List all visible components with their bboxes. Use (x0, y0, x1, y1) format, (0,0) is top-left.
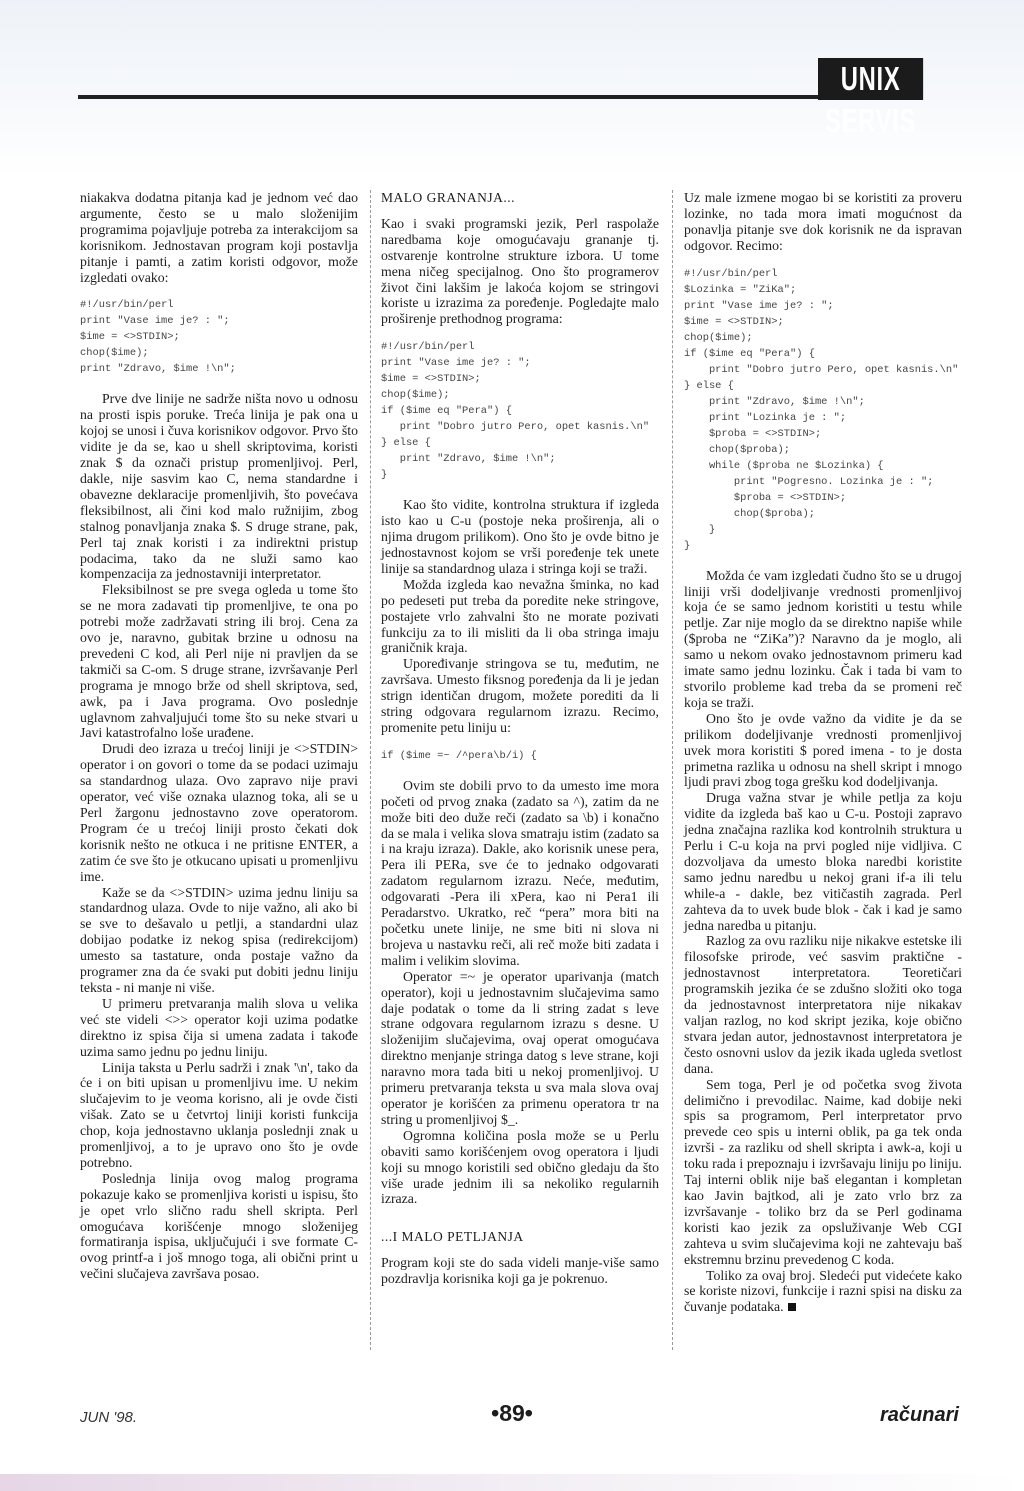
paragraph: Ogromna količina posla može se u Perlu obaviti samo korišćenjem ovog operatora i ljudi koji su mnogo koristili sed obično gledaju da što više urade jednim ili sa nekoliko regularnih izraza. (381, 1127, 659, 1207)
paragraph: Kao što vidite, kontrolna struktura if izgleda isto kao u C-u (postoje neka proširenja, ali o njima drugom prilikom). Ono što je ovde bitno je jednostavnost kojom se vrši poređenje tek unete linije sa standardnog ulaza i stringa koji se traži. (381, 497, 659, 576)
paragraph-last (684, 1268, 962, 1316)
section-heading: MALO GRANANJA... (381, 190, 516, 205)
code-listing: #!/usr/bin/perl print "Vase ime je? : "; $ime = <>STDIN>; chop($ime); print "Zdravo, $ime !\n"; (80, 299, 236, 376)
paragraph: Program koji ste do sada videli manje-više samo pozdravlja korisnika koji ga je pokrenuo. (381, 1255, 659, 1287)
paragraph: Ovim ste dobili prvo to da umesto ime mora početi od prvog znaka (zadato sa ^), zatim da ne može biti deo duže reči (zadato sa \b) i konačno da se mala i velika slova smatraju istim (zadato sa i na kraju izraza). Dakle, ako korisnik unese pera, Pera ili PERa, sve će to jednako odgovarati zadatom regularnom izrazu. Neće, međutim, odgovarati -Pera ili xPera, kao ni Pera1 ili Peradarstvo. Ukratko, reč “pera” mora biti na početku unete linije, ne sme biti ni slova ni brojeva u nastavku reči, ali reč može biti zadata i malim i velikim slovima. (381, 777, 659, 968)
text-column-1 (80, 190, 358, 1282)
issue-date: JUN '98. (80, 1409, 138, 1426)
paragraph: Operator =~ je operator uparivanja (match operator), koji u jednostavnim slučajevima samo daje podatak o tome da li string zadat s leve strane odgovara regularnom izrazu s desne. U složenijim slučajevima, ovaj operat omogućava direktno menjanje stringa datog s leve strane, koji naravno mora tada biti u nekoj promenljivoj. U primeru pretvaranja teksta u sva mala slova ovaj operator je korišćen za primenu operatora tr na string u promenljivoj $_. (381, 968, 659, 1127)
paragraph: Upoređivanje stringova se tu, međutim, ne završava. Umesto fiksnog poređenja da li je jedan strign identičan drugom, možete porediti da li string odgovara regularnom izrazu. Recimo, promenite petu liniju u: (381, 656, 659, 735)
paragraph: Možda izgleda kao nevažna šminka, no kad po pedeseti put treba da poredite neke stringove, postajete vrlo zahvalni što ne morate pozivati funkciju za to ili misliti da li oba stringa imaju graničnik kraja. (381, 576, 659, 656)
paragraph: Poslednja linija ovog malog programa pokazuje kako se promenljiva koristi u ispisu, što je opet vrlo slično radu shell skripta. Perl omogućava korišćenje mnogo složenijeg formatiranja ispisa, uključujući i sve formate C-ovog printf-a i još mnogo toga, ali obični print u večini slučajeva završava posao. (80, 1170, 358, 1282)
paragraph: Linija taksta u Perlu sadrži i znak '\n', tako da će i on biti upisan u promenljivu ime. U nekim slučajevim to je veoma korisno, ali je ovde čisti višak. Zato se u četvrtoj liniji koristi funkcija chop, koja jednostavno uklanja poslednji znak u promenljivoj, a to je upravo ono što je ovde potrebno. (80, 1059, 358, 1170)
paragraph: Prve dve linije ne sadrže ništa novo u odnosu na prosti ispis poruke. Treća linija je pak ona u kojoj se unosi i čuva korisnikov odgovor. Prvo što vidite je da se, kao u shell skriptovima, koristi znak $ da označi pristup promenljivoj. Perl, dakle, nije sasvim kao C, nema standardne i obavezne deklaracije promenljivih, što povećava fleksibilnost, ali čini kod malo ružnijim, zbog stalnog ponavljanja znaka $. S druge strane, pak, Perl taj znak koristi i za indirektni pristup podacima, tako da ne služi samo kao kompenzacija za jednostavniji interpretator. (80, 391, 358, 582)
page-number: •89• (491, 1400, 533, 1426)
column-divider (370, 190, 371, 1350)
header-rule (78, 95, 818, 99)
paragraph: Sem toga, Perl je od početka svog života delimično i prevodilac. Naime, kad dobije neki spis sa programom, Perl interpretator prvo prevede ceo spis u interni oblik, pa ga tek onda izvrši - za razliku od shell skripta i awk-a, koji u toku rada i prepoznaju i izvršavaju liniju po liniju. Taj interni oblik nije baš elegantan i kompletan kao Javin bajtkod, ali je zato vrlo brz za izvršavanje - toliko brz da se Perl godinama koristi kao jezik za opsluživanje Web CGI zahteva u svim slučajevima koji ne zahtevaju baš ekstremnu brzinu prevedenog C koda. (684, 1076, 962, 1267)
code-listing: #!/usr/bin/perl print "Vase ime je? : "; $ime = <>STDIN>; chop($ime); if ($ime eq "Pera") { print "Dobro jutro Pero, opet kasnis.\n" } else { print "Zdravo, $ime !\n"; } (381, 341, 650, 482)
code-listing: #!/usr/bin/perl $Lozinka = "ZiKa"; print "Vase ime je? : "; $ime = <>STDIN>; chop($ime); if ($ime eq "Pera") { print "Dobro jutro Pero, opet kasnis.\n" } else { print "Zdravo, $ime !\n"; print "Lozinka je : "; $proba = <>STDIN>; chop($proba); while ($proba ne $Lozinka) { print "Pogresno. Lozinka je : "; $proba = <>STDIN>; chop($proba); } } (684, 267, 959, 552)
paragraph: Druga važna stvar je while petlja za koju vidite da izgleda baš kao u C-u. Postoji zapravo jedna značajna razlika kod kontrolnih struktura u Perlu i C-u koja na prvi pogled nije vidljiva. C dozvoljava da umesto bloka naredbi koristite samo jednu naredbu u nekoj grani if-a ili telu while-a - dakle, bez vitičastih zagrada. Perl zahteva da to uvek bude blok - čak i kad je samo jedna naredba u pitanju. (684, 790, 962, 933)
paragraph: Kaže se da <>STDIN> uzima jednu liniju sa standardnog ulaza. Ovde to nije važno, ali ako bi se sve to dešavalo u petlji, a standardni ulaz dobijao podatke iz nekog spisa (redirekcijom) umesto sa tastature, onda postaje važno da programer zna da će svaki put dobiti jednu liniju teksta - ni manje ni više. (80, 884, 358, 995)
paragraph-text: Toliko za ovaj broj. Sledeći put videćete kako se koriste nizovi, funkcije i razni spisi na disku za čuvanje podataka. (684, 1267, 962, 1315)
code-listing: if ($ime =~ /^pera\b/i) { (381, 749, 537, 762)
paragraph: Ono što je ovde važno da vidite je da se prilikom dodeljivanje vrednosti promenljivoj uvek mora koristiti $ pored imena - to je dosta primetna razlika u odnosu na shell skript i mnogo ljudi pravi zbog toga grešku kod dodeljivanja. (684, 710, 962, 790)
paragraph: Možda će vam izgledati čudno što se u drugoj liniji vrši dodeljivanje vrednosti promenljivoj koja će se samo jednom koristiti u testu while petlje. Zar nije moglo da se direktno napiše while ($proba ne “ZiKa”)? Naravno da je moglo, ali samo u nekom ovako jednostavnom primeru kad imate samo jednu lozinku. Čak i tada bi vam to stvorilo probleme kad treba da se promeni reč koja se traži. (684, 567, 962, 710)
section-title: UNIX SERVIS (818, 58, 923, 100)
text-column-2 (381, 190, 659, 1287)
footer-background (0, 1474, 1024, 1491)
magazine-logo: računari (880, 1404, 959, 1426)
end-of-article-icon (788, 1303, 796, 1311)
section-heading: ...I MALO PETLJANJA (381, 1229, 524, 1245)
paragraph: Razlog za ovu razliku nije nikakve estetske ili filosofske prirode, već sasvim praktične - jednostavnost interpretatora. Teoretičari programskih jezika će se zdušno složiti oko toga da jednostavnost interpretatora nije nikakav valjan razlog, no kod skript jezika, koje obično stvara jedan autor, jednostavnost interpretatora je često osnovni uslov da jezik ikada ugleda svetlost dana. (684, 933, 962, 1076)
paragraph: Kao i svaki programski jezik, Perl raspolaže naredbama koje omogućavaju grananje tj. ostvarenje kontrolne strukture izbora. U tome mena ničeg specijalnog. Ono što programerov život čini lakšim je lakoća kojom se stringovi koriste u izrazima za poređenje. Pogledajte malo proširenje prethodnog programa: (381, 215, 659, 327)
paragraph: U primeru pretvaranja malih slova u velika već ste videli <>> operator koji uzima podatke direktno iz spisa čija si umena zadata i takođe uzima samo jednu po jednu liniju. (80, 995, 358, 1059)
paragraph: Uz male izmene mogao bi se koristiti za proveru lozinke, no tada mora imati mogućnost da ponavlja pitanje sve dok korisnik ne da ispravan odgovor. Recimo: (684, 190, 962, 253)
paragraph: niakakva dodatna pitanja kad je jednom već dao argumente, često se u malo složenijim programima pojavljuje potreba za interakcijom sa korisnikom. Jednostavan program koji postavlja pitanje i pamti, a zatim koristi odgovor, može izgledati ovako: (80, 190, 358, 285)
column-divider (672, 190, 673, 1350)
text-column-3 (684, 190, 962, 1315)
paragraph: Fleksibilnost se pre svega ogleda u tome što se ne mora zadavati tip promenljive, te ona po potrebi može zadržavati string ili broj. Cena za ovo je, naravno, gubitak brzine u odnosu na prevedeni C kod, ali Perl nije ni pravljen da se takmiči sa C-om. S druge strane, izvršavanje Perl programa je mnogo brže od shell skriptova, sed, awk, pa i Java programa. Ovo poslednje uglavnom zahvaljujući tome što su neke stvari u Javi katastrofalno loše urađene. (80, 582, 358, 741)
paragraph: Drudi deo izraza u trećoj liniji je <>STDIN> operator i on govori o tome da se podaci uzimaju sa standardnog ulaza. Ovo zapravo nije pravi operator, već više oznaka ulaznog toka, ali se u Perl žargonu jednostavno zove operatorom. Program će u trećoj liniji prosto čekati dok korisnik nešto ne otkuca i ne pritisne ENTER, a zatim će sve što je otkucano upisati u promenljivu ime. (80, 741, 358, 884)
